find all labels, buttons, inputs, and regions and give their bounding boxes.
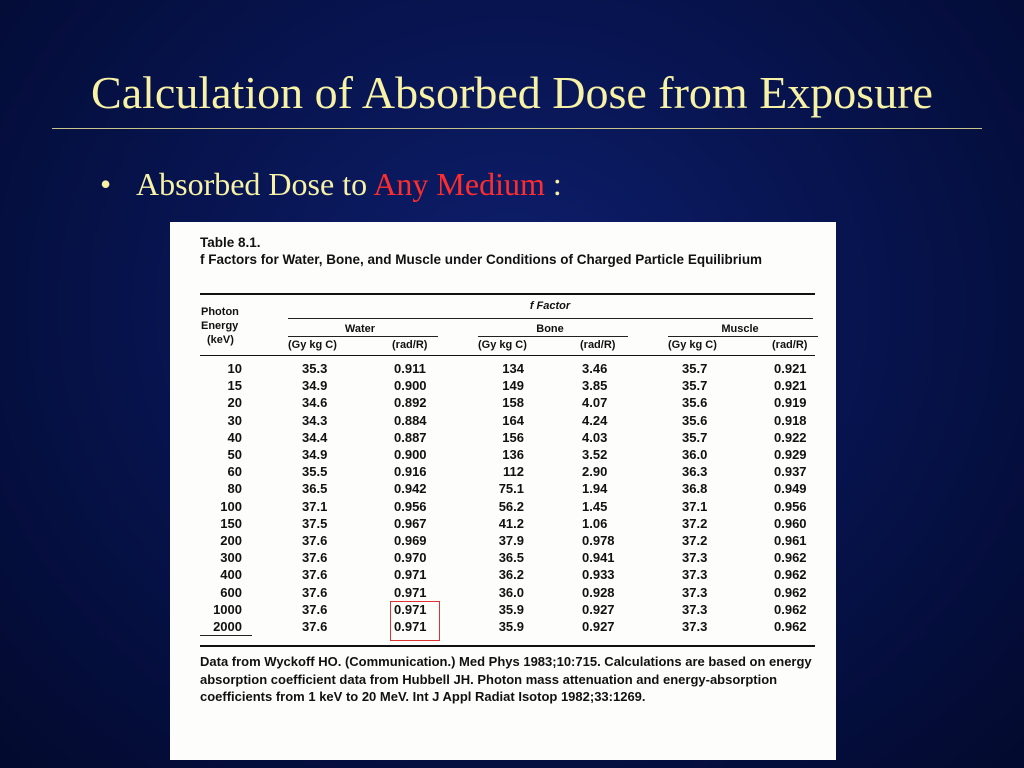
bullet-item <box>100 166 562 203</box>
table-cell: 149 <box>502 378 524 394</box>
table-cell: 34.6 <box>302 395 328 411</box>
table-footnote: Data from Wyckoff HO. (Communication.) Med Phys 1983;10:715. Calculations are based on energy absorption coefficient data from Hubbell JH. Photon mass attenuation and energy-absorption coefficients from 1 keV to 20 MeV. Int J Appl Radiat Isotop 1982;33:1269. <box>200 654 812 704</box>
table-cell: 36.8 <box>682 481 708 497</box>
table-cell: 37.1 <box>682 498 708 514</box>
bullet-symbol: • <box>100 166 112 202</box>
header-water-gy: (Gy kg C) <box>288 339 337 351</box>
header-photon-2: Energy <box>201 320 239 332</box>
table-cell: 0.962 <box>774 619 807 634</box>
table-cell: 35.7 <box>682 429 708 445</box>
table-cell: 0.969 <box>394 533 427 548</box>
title-divider <box>52 128 982 129</box>
table-cell: 35.7 <box>682 361 708 376</box>
table-bottom-rule <box>200 645 815 647</box>
table-cell: 3.85 <box>582 378 608 394</box>
table-cell: 40 <box>227 429 242 445</box>
table-cell: 30 <box>227 412 242 428</box>
highlight-box <box>390 601 440 641</box>
table-cell: 1000 <box>213 601 242 617</box>
table-cell: 37.3 <box>682 619 708 634</box>
table-cell: 34.3 <box>302 412 328 428</box>
header-photon-1: Photon <box>201 306 239 318</box>
table-cell: 164 <box>502 412 524 428</box>
slide-title: Calculation of Absorbed Dose from Exposure <box>91 67 933 118</box>
table-cell: 0.916 <box>394 464 427 480</box>
table-cell: 0.971 <box>394 567 427 583</box>
table-cell: 37.3 <box>682 567 708 583</box>
table-cell: 37.6 <box>302 550 328 566</box>
table-cell: 0.978 <box>582 533 615 548</box>
table-cell: 35.6 <box>682 412 708 428</box>
table-cell: 0.962 <box>774 567 807 583</box>
table-cell: 0.960 <box>774 515 807 531</box>
table-cell: 37.6 <box>302 601 328 617</box>
table-cell: 0.892 <box>394 395 427 411</box>
table-cell: 36.2 <box>498 567 524 583</box>
table-cell: 400 <box>220 567 242 583</box>
header-water-rad: (rad/R) <box>392 339 428 351</box>
table-cell: 0.927 <box>582 619 615 634</box>
header-bone-rad: (rad/R) <box>580 339 616 351</box>
table-cell: 36.5 <box>302 481 328 497</box>
table-cell: 36.0 <box>682 447 708 462</box>
table-cell: 37.1 <box>302 498 328 514</box>
table-cell: 35.3 <box>302 361 328 376</box>
table-cell: 0.962 <box>774 584 807 600</box>
table-cell: 37.9 <box>498 533 524 548</box>
table-cell: 37.6 <box>302 584 328 600</box>
muscle-rule <box>668 336 818 337</box>
table-cell: 0.922 <box>774 429 807 445</box>
table-cell: 1.45 <box>582 498 608 514</box>
table-cell: 150 <box>220 515 242 531</box>
bullet-suffix: : <box>544 166 562 202</box>
table-cell: 0.900 <box>394 447 427 462</box>
bullet-text: Absorbed Dose to <box>136 166 368 202</box>
table-cell: 0.929 <box>774 447 807 462</box>
table-cell: 112 <box>503 464 524 480</box>
table-cell: 3.46 <box>582 361 608 376</box>
table-cell: 0.956 <box>774 498 807 514</box>
table-cell: 35.5 <box>302 464 328 480</box>
table-cell: 0.962 <box>774 550 807 566</box>
table-cell: 36.3 <box>682 464 708 480</box>
table-cell: 37.3 <box>682 584 708 600</box>
header-bone-gy: (Gy kg C) <box>478 339 527 351</box>
table-top-rule <box>200 293 815 295</box>
table-cell: 80 <box>227 481 242 497</box>
table-cell: 37.3 <box>682 601 708 617</box>
header-muscle: Muscle <box>721 323 759 335</box>
table-cell: 75.1 <box>498 481 524 497</box>
table-cell: 0.971 <box>394 584 427 600</box>
table-cell: 37.6 <box>302 533 328 548</box>
table-cell: 37.6 <box>302 619 328 634</box>
table-cell: 100 <box>220 498 242 514</box>
scanned-table-image <box>170 222 836 760</box>
table-cell: 15 <box>227 378 242 394</box>
table-cell: 2000 <box>213 619 242 634</box>
table-cell: 0.942 <box>394 481 427 497</box>
table-cell: 0.918 <box>774 412 807 428</box>
header-muscle-rad: (rad/R) <box>772 339 808 351</box>
table-cell: 4.24 <box>582 412 608 428</box>
table-cell: 56.2 <box>498 498 524 514</box>
table-caption: f Factors for Water, Bone, and Muscle under Conditions of Charged Particle Equilibrium <box>200 252 763 267</box>
table-cell: 37.3 <box>682 550 708 566</box>
header-f-factor: f Factor <box>529 300 571 312</box>
table-cell: 37.2 <box>682 515 708 531</box>
table-cell: 300 <box>220 550 242 566</box>
header-photon-3: (keV) <box>207 334 234 346</box>
table-cell: 4.03 <box>582 429 608 445</box>
bullet-highlight: Any Medium <box>373 166 545 202</box>
table-cell: 0.911 <box>394 361 426 376</box>
table-cell: 0.970 <box>394 550 427 566</box>
table-cell: 0.919 <box>774 395 807 411</box>
table-cell: 34.4 <box>302 429 328 445</box>
table-cell: 1.94 <box>582 481 608 497</box>
table-cell: 0.937 <box>774 464 807 480</box>
table-cell: 200 <box>220 533 242 548</box>
table-cell: 0.927 <box>582 601 615 617</box>
table-cell: 34.9 <box>302 378 328 394</box>
table-cell: 37.2 <box>682 533 708 548</box>
water-rule <box>288 336 438 337</box>
table-cell: 35.9 <box>498 601 524 617</box>
header-water: Water <box>344 323 376 335</box>
table-cell: 41.2 <box>498 515 524 531</box>
table-cell: 0.971 <box>394 601 427 617</box>
table-cell: 158 <box>502 395 524 411</box>
table-cell: 35.7 <box>682 378 708 394</box>
table-cell: 1.06 <box>582 515 608 531</box>
table-cell: 0.921 <box>774 378 807 394</box>
table-cell: 0.933 <box>582 567 615 583</box>
table-cell: 2.90 <box>582 464 608 480</box>
table-cell: 0.962 <box>774 601 807 617</box>
table-cell: 600 <box>220 584 242 600</box>
table-cell: 35.6 <box>682 395 708 411</box>
table-cell: 0.921 <box>774 361 807 376</box>
table-cell: 4.07 <box>582 395 608 411</box>
table-cell: 35.9 <box>498 619 524 634</box>
f-factor-rule <box>288 318 813 319</box>
header-muscle-gy: (Gy kg C) <box>668 339 717 351</box>
table-cell: 0.956 <box>394 498 427 514</box>
table-cell: 0.900 <box>394 378 427 394</box>
header-bone: Bone <box>536 323 564 335</box>
header-bottom-rule <box>200 355 815 356</box>
table-label: Table 8.1. <box>200 235 261 250</box>
table-cell: 134 <box>502 361 524 376</box>
table-cell: 136 <box>502 447 524 462</box>
table-cell: 0.941 <box>582 550 615 566</box>
table-cell: 0.971 <box>394 619 427 634</box>
bone-rule <box>478 336 628 337</box>
table-cell: 3.52 <box>582 447 608 462</box>
table-cell: 37.6 <box>302 567 328 583</box>
last-row-underline <box>200 635 252 636</box>
table-cell: 34.9 <box>302 447 328 462</box>
table-cell: 0.961 <box>774 533 807 548</box>
table-cell: 0.884 <box>394 412 427 428</box>
table-cell: 0.887 <box>394 429 427 445</box>
table-cell: 0.928 <box>582 584 615 600</box>
table-cell: 37.5 <box>302 515 328 531</box>
table-cell: 156 <box>502 429 524 445</box>
table-cell: 36.0 <box>498 584 524 600</box>
table-cell: 0.967 <box>394 515 427 531</box>
table-cell: 0.949 <box>774 481 807 497</box>
table-cell: 20 <box>227 395 242 411</box>
table-cell: 60 <box>227 464 242 480</box>
table-cell: 50 <box>227 447 242 462</box>
table-cell: 10 <box>227 361 242 376</box>
table-cell: 36.5 <box>498 550 524 566</box>
